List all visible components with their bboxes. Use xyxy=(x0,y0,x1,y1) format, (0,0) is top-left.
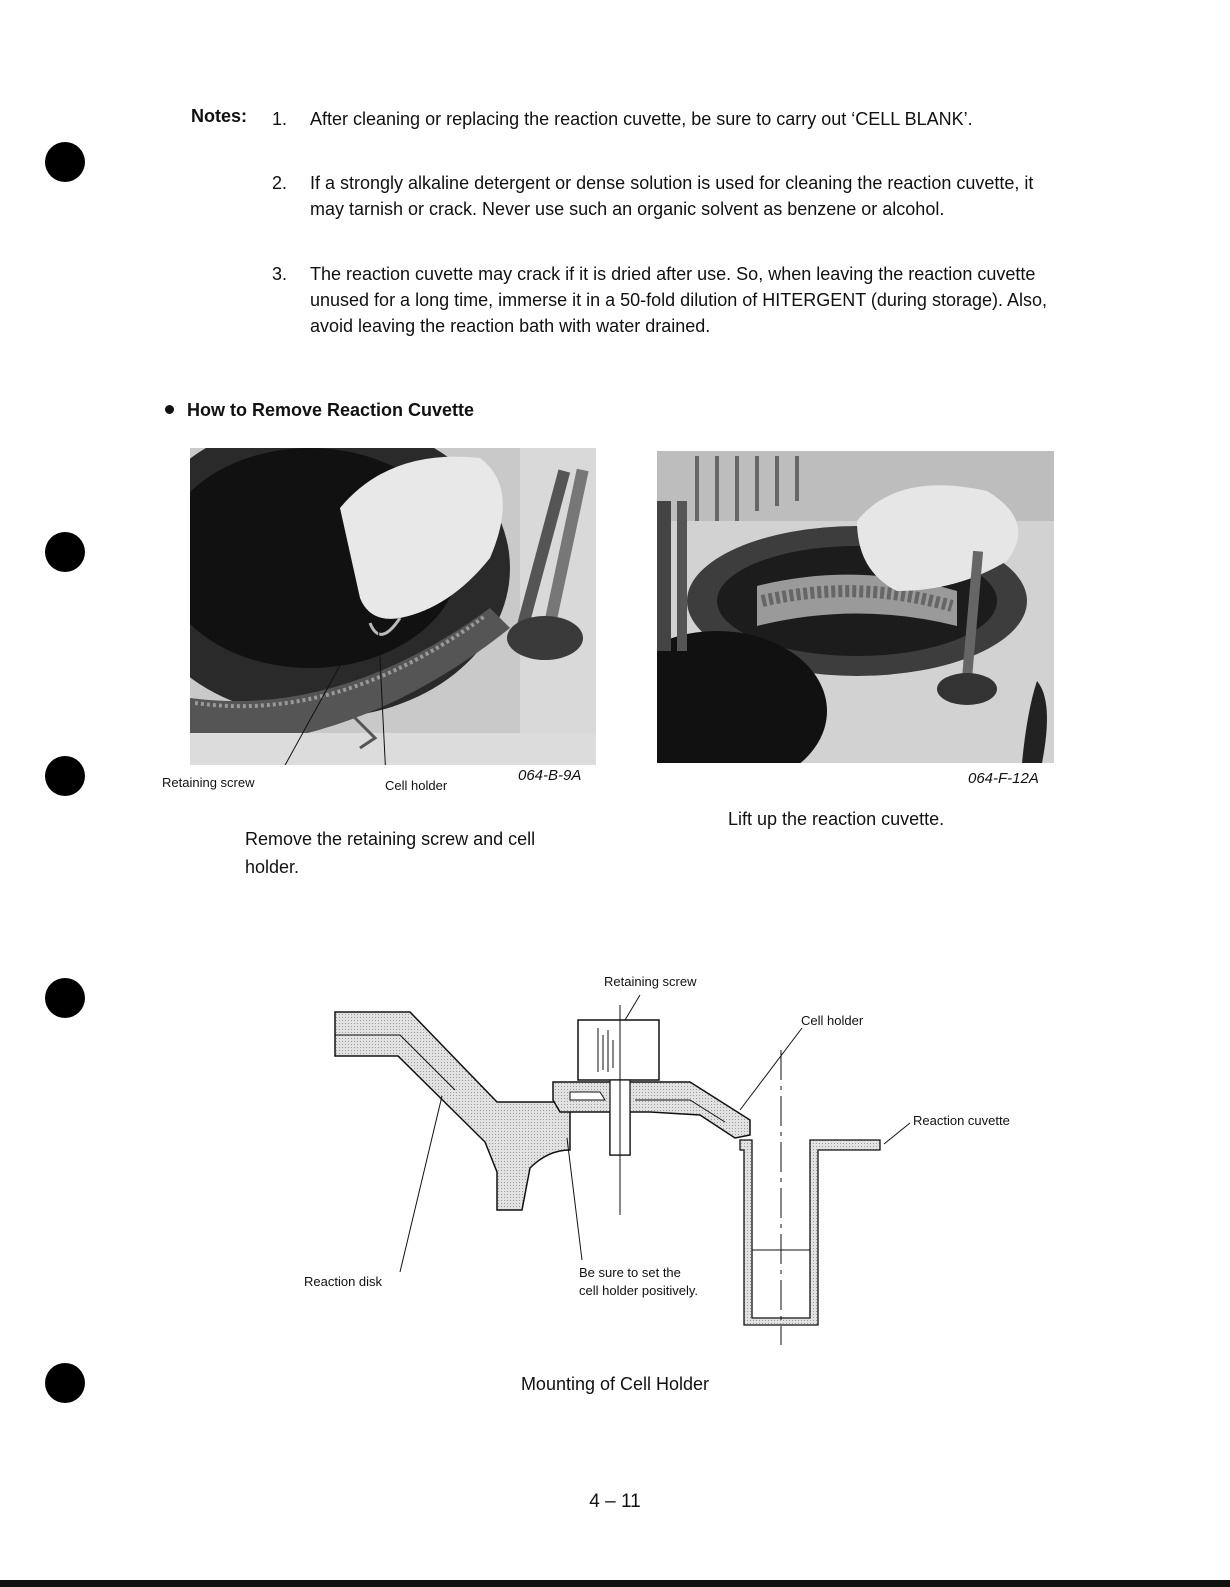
retaining-screw-head xyxy=(578,1020,659,1080)
note-1 xyxy=(272,106,1072,158)
notes-label: Notes: xyxy=(191,106,248,126)
figure-code-left: 064-B-9A xyxy=(518,767,582,784)
diagram-label-reaction-disk: Reaction disk xyxy=(304,1274,383,1289)
binder-hole-1 xyxy=(45,142,85,182)
section-title: How to Remove Reaction Cuvette xyxy=(187,400,475,420)
note-3 xyxy=(272,261,1072,365)
label-retaining-screw: Retaining screw xyxy=(162,775,255,790)
diagram-label-note-line1: Be sure to set the xyxy=(579,1265,681,1280)
caption-left: Remove the retaining screw and cell holder. xyxy=(245,829,536,877)
note-2 xyxy=(272,170,1072,248)
photo-remove-screw xyxy=(190,448,596,765)
figure-code-right: 064-F-12A xyxy=(968,770,1039,787)
photo-lift-cuvette xyxy=(657,451,1054,763)
label-cell-holder: Cell holder xyxy=(385,778,448,793)
bullet-icon xyxy=(165,405,174,414)
note-text: The reaction cuvette may crack if it is dried after use. So, when leaving the reaction cuvette unused for a long time, immerse it in a 50-fold dilution of HITERGENT (during storage). Also, avoid leaving the reaction bath with water drained. xyxy=(310,264,1047,336)
diagram-title: Mounting of Cell Holder xyxy=(520,1374,710,1394)
section-heading xyxy=(165,400,474,421)
note-number: 1. xyxy=(272,109,288,129)
binder-hole-3 xyxy=(45,756,85,796)
note-text: If a strongly alkaline detergent or dense solution is used for cleaning the reaction cuvette, it may tarnish or crack. Never use such an organic solvent as benzene or alcohol. xyxy=(310,173,1034,219)
diagram-label-cell-holder: Cell holder xyxy=(801,1013,864,1028)
bottom-rule xyxy=(0,1580,1230,1587)
note-text: After cleaning or replacing the reaction cuvette, be sure to carry out ‘CELL BLANK’. xyxy=(310,109,973,129)
note-number: 2. xyxy=(272,173,288,193)
diagram-label-note-line2: cell holder positively. xyxy=(579,1283,698,1298)
reaction-disk-shape xyxy=(335,1012,570,1210)
diagram-label-reaction-cuvette: Reaction cuvette xyxy=(913,1113,1010,1128)
binder-hole-2 xyxy=(45,532,85,572)
cell-holder-diagram xyxy=(0,960,1230,1360)
caption-right: Lift up the reaction cuvette. xyxy=(728,809,945,829)
diagram-label-retaining-screw: Retaining screw xyxy=(604,974,697,989)
reaction-cuvette-shape xyxy=(740,1140,880,1325)
page-number: 4 – 11 xyxy=(589,1491,641,1512)
note-number: 3. xyxy=(272,264,288,284)
